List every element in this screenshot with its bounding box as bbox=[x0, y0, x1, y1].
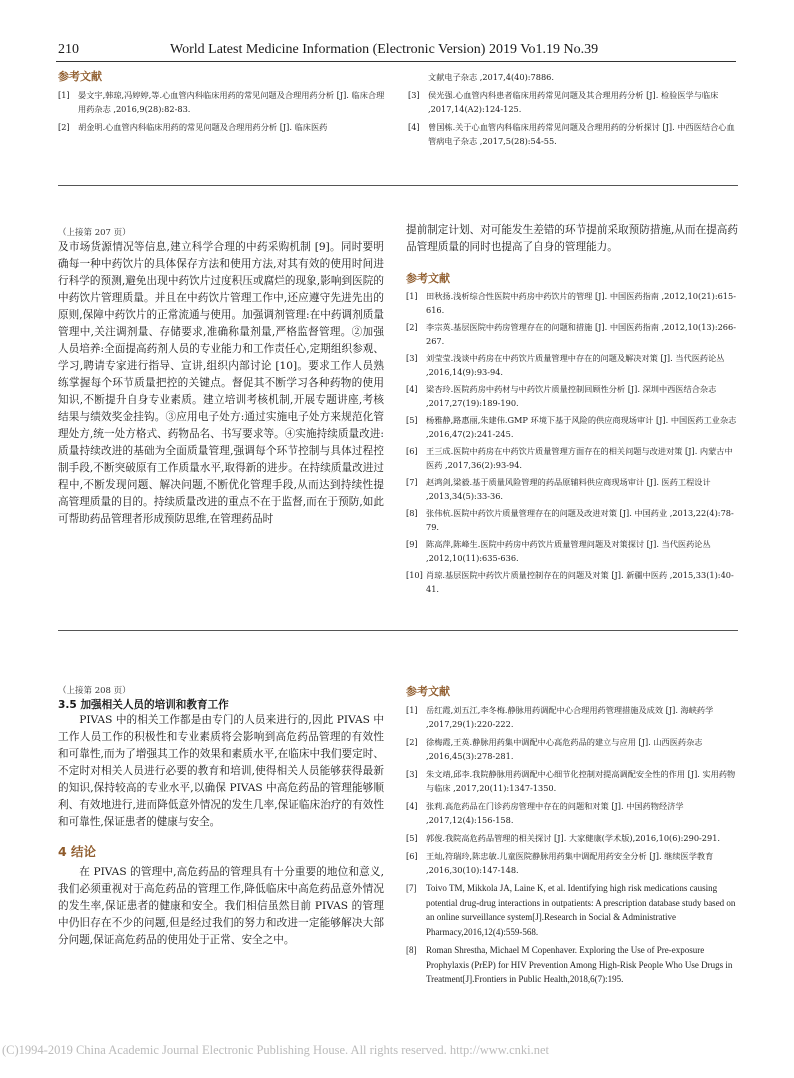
list-item: [3] 朱文靖,邱李.我院静脉用药调配中心细节化控制对提高调配安全性的作用 [J]. 实用药物与临床 ,2017,20(11):1347-1350. bbox=[406, 769, 736, 793]
list-item: [4] 曾国栋.关于心血管内科临床用药常见问题及合理用药的分析探讨 [J]. 中西医结合心血管病电子杂志 ,2017,5(28):54-55. bbox=[408, 122, 735, 146]
list-item: [1] 晏文宇,韩琼,冯婷婷,等.心血管内科临床用药的常见问题及合理用药分析 [J]. 临床合理用药杂志 ,2016,9(28):82-83. bbox=[58, 90, 385, 114]
page-number: 210 bbox=[58, 42, 79, 57]
top-refs-right bbox=[408, 70, 738, 148]
list-item: [8] 张伟杭.医院中药饮片质量管理存在的问题及改进对策 [J]. 中国药业 ,2013,22(4):78-79. bbox=[406, 508, 734, 532]
list-item: [6] 王三成.医院中药房在中药饮片质量管理方面存在的相关问题与改进对策 [J]. 内蒙古中医药 ,2017,36(2):93-94. bbox=[406, 446, 733, 470]
subheading: 3.5 加强相关人员的培训和教育工作 bbox=[58, 699, 229, 711]
mid-refs-title: 参考文献 bbox=[406, 272, 450, 285]
body-paragraph: 提前制定计划、对可能发生差错的环节提前采取预防措施,从而在提高药品管理质量的同时也提高了自身的管理能力。 bbox=[406, 224, 738, 253]
list-item: [10] 肖琼.基层医院中药饮片质量控制存在的问题及对策 [J]. 新疆中医药 ,2015,33(1):40-41. bbox=[406, 570, 734, 594]
section-heading: 4 结论 bbox=[58, 844, 97, 859]
list-item: [5] 郭俊.我院高危药品管理的相关探讨 [J]. 大家健康(学术版),2016,10(6):290-291. bbox=[406, 833, 721, 843]
section-divider bbox=[58, 630, 738, 631]
continued-note: （上接第 208 页） bbox=[58, 686, 131, 696]
list-item: [1] 田秋扬.浅析综合性医院中药房中药饮片的管理 [J]. 中国医药指南 ,2012,10(21):615-616. bbox=[406, 291, 736, 315]
body-paragraph: PIVAS 中的相关工作都是由专门的人员来进行的,因此 PIVAS 中工作人员工作的积极性和专业素质将会影响到高危药品管理的有效性和可靠性,而为了增强其工作的效果和素质水平,在临床中我们要定时、不定时对相关人员进行必要的教育和培训,使得相关人员能够获得最新的知识,保持较高的专业水平,以确保 PIVAS 中高危药品的管理能够顺利、有效地进行,进而降低意外情况的发生几率,保证临床治疗的有效性和可靠性,保证患者的健康与安全。 bbox=[58, 714, 384, 828]
mid-refs-list bbox=[406, 289, 738, 596]
top-refs-title: 参考文献 bbox=[58, 70, 102, 83]
list-item: [3] 侯光强.心血管内科患者临床用药常见问题及其合理用药分析 [J]. 检验医学与临床 ,2017,14(A2):124-125. bbox=[408, 90, 719, 114]
list-item: [3] 刘莹莹.浅谈中药房在中药饮片质量管理中存在的问题及解决对策 [J]. 当代医药论丛 ,2016,14(9):93-94. bbox=[406, 353, 725, 377]
header-rule bbox=[56, 61, 736, 62]
top-refs-left bbox=[58, 88, 388, 134]
list-item: [6] 王灿,符瑞玲,陈忠敏.儿童医院静脉用药集中调配用药安全分析 [J]. 继续医学教育 ,2016,30(10):147-148. bbox=[406, 851, 714, 875]
continued-note: （上接第 207 页） bbox=[58, 228, 131, 238]
list-item: [2] 徐梅霞,王英.静脉用药集中调配中心高危药品的建立与应用 [J]. 山西医药杂志 ,2016,45(3):278-281. bbox=[406, 737, 703, 761]
list-item: [2] 胡金明.心血管内科临床用药的常见问题及合理用药分析 [J]. 临床医药 bbox=[58, 122, 328, 132]
list-item: [2] 李宗英.基层医院中药房管理存在的问题和措施 [J]. 中国医药指南 ,2012,10(13):266-267. bbox=[406, 322, 736, 346]
copyright-footer: (C)1994-2019 China Academic Journal Electronic Publishing House. All rights reserved. http://www.cnki.net bbox=[2, 1043, 550, 1057]
journal-title: World Latest Medicine Information (Electronic Version) 2019 Vo1.19 No.39 bbox=[170, 42, 599, 57]
bottom-refs-title: 参考文献 bbox=[406, 685, 450, 698]
list-item: [7] 赵鸿剑,梁毅.基于质量风险管理的药品原辅料供应商现场审计 [J]. 医药工程设计 ,2013,34(5):33-36. bbox=[406, 477, 711, 501]
bottom-refs-list bbox=[406, 703, 738, 987]
list-item: [1] 岳红霞,刘五江,李冬梅.静脉用药调配中心合理用药管理措施及成效 [J]. 海峡药学 ,2017,29(1):220-222. bbox=[406, 705, 714, 729]
bottom-left-body bbox=[58, 712, 384, 949]
mid-left-body bbox=[58, 239, 384, 607]
list-item: [5] 杨雅静,路惠丽,朱建伟.GMP 环境下基于风险的供应商现场审计 [J]. 中国医药工业杂志 ,2016,47(2):241-245. bbox=[406, 415, 737, 439]
list-item: 文献电子杂志 ,2017,4(40):7886. bbox=[428, 72, 554, 82]
body-paragraph: 在 PIVAS 的管理中,高危药品的管理具有十分重要的地位和意义,我们必须重视对于高危药品的管理工作,降低临床中高危药品意外情况的发生率,保证患者的健康和安全。我们相信虽然目前 PIVAS 的管理中仍旧存在不少的问题,但是经过我们的努力和改进一定能够解决大部分问题,保证高危药品的使用处于正常、安全之中。 bbox=[58, 866, 384, 946]
body-paragraph: 及市场货源情况等信息,建立科学合理的中药采购机制 [9]。同时要明确每一种中药饮片的具体保存方法和使用方法,对其有效的使用时间进行科学的预测,避免出现中药饮片过度积压或腐烂的现象,影响到医院的中药饮片管理质量。并且在中药饮片管理工作中,还应遵守先进先出的原则,保障中药饮片的正常流通与使用。加强调剂管理:在中药调剂质量管理中,关注调剂量、存储要求,准确称量剂量,严格监督管理。②加强人员培养:全面提高药剂人员的专业能力和工作责任心,定期组织参观、学习,聘请专家进行指导、宣讲,组织内部讨论 [10]。要求工作人员熟练掌握每个环节质量把控的关键点。督促其不断学习各种药物的使用知识,不断提升自身专业素质。建立培训考核机制,开展专题讲座,考核结果与绩效奖金挂钩。③应用电子处方:通过实施电子处方来规范化管理处方,统一处方格式、药物品名、书写要求等。④实施持续质量改进:质量持续改进的基础为全面质量管理,强调每个环节控制与具体过程控制手段,不断突破原有工作质量水平,取得新的进步。在持续质量改进过程中,不断发现问题、解决问题,不断优化管理手段,从而达到持续性提高管理质量的目的。持续质量改进的重点不在于监督,而在于预防,如此可帮助药品管理者形成预防思维,在管理药品时 bbox=[58, 241, 384, 525]
list-item: [9] 陈高萍,陈峰生.医院中药房中药饮片质量管理问题及对策探讨 [J]. 当代医药论丛 ,2012,10(11):635-636. bbox=[406, 539, 711, 563]
mid-right-body bbox=[406, 222, 738, 256]
list-item: [4] 张莉.高危药品在门诊药房管理中存在的问题和对策 [J]. 中国药物经济学 ,2017,12(4):156-158. bbox=[406, 801, 684, 825]
list-item: [7] Toivo TM, Mikkola JA, Laine K, et al. Identifying high risk medications causing potential drug-drug interactions in outpatients: A prescription database study based on an online surveillance system[J].Research in Social & Administrative Pharmacy,2016,12(4):559-568. bbox=[406, 883, 736, 937]
list-item: [4] 梁杏玲.医院药房中药材与中药饮片质量控制回顾性分析 [J]. 深圳中西医结合杂志 ,2017,27(19):189-190. bbox=[406, 384, 717, 408]
section-divider bbox=[58, 185, 738, 186]
list-item: [8] Roman Shrestha, Michael M Copenhaver. Exploring the Use of Pre-exposure Prophylaxis (PrEP) for HIV Prevention Among High-Risk People Who Use Drugs in Treatment[J].Frontiers in Public Health,2018,6(7):195. bbox=[406, 945, 733, 984]
